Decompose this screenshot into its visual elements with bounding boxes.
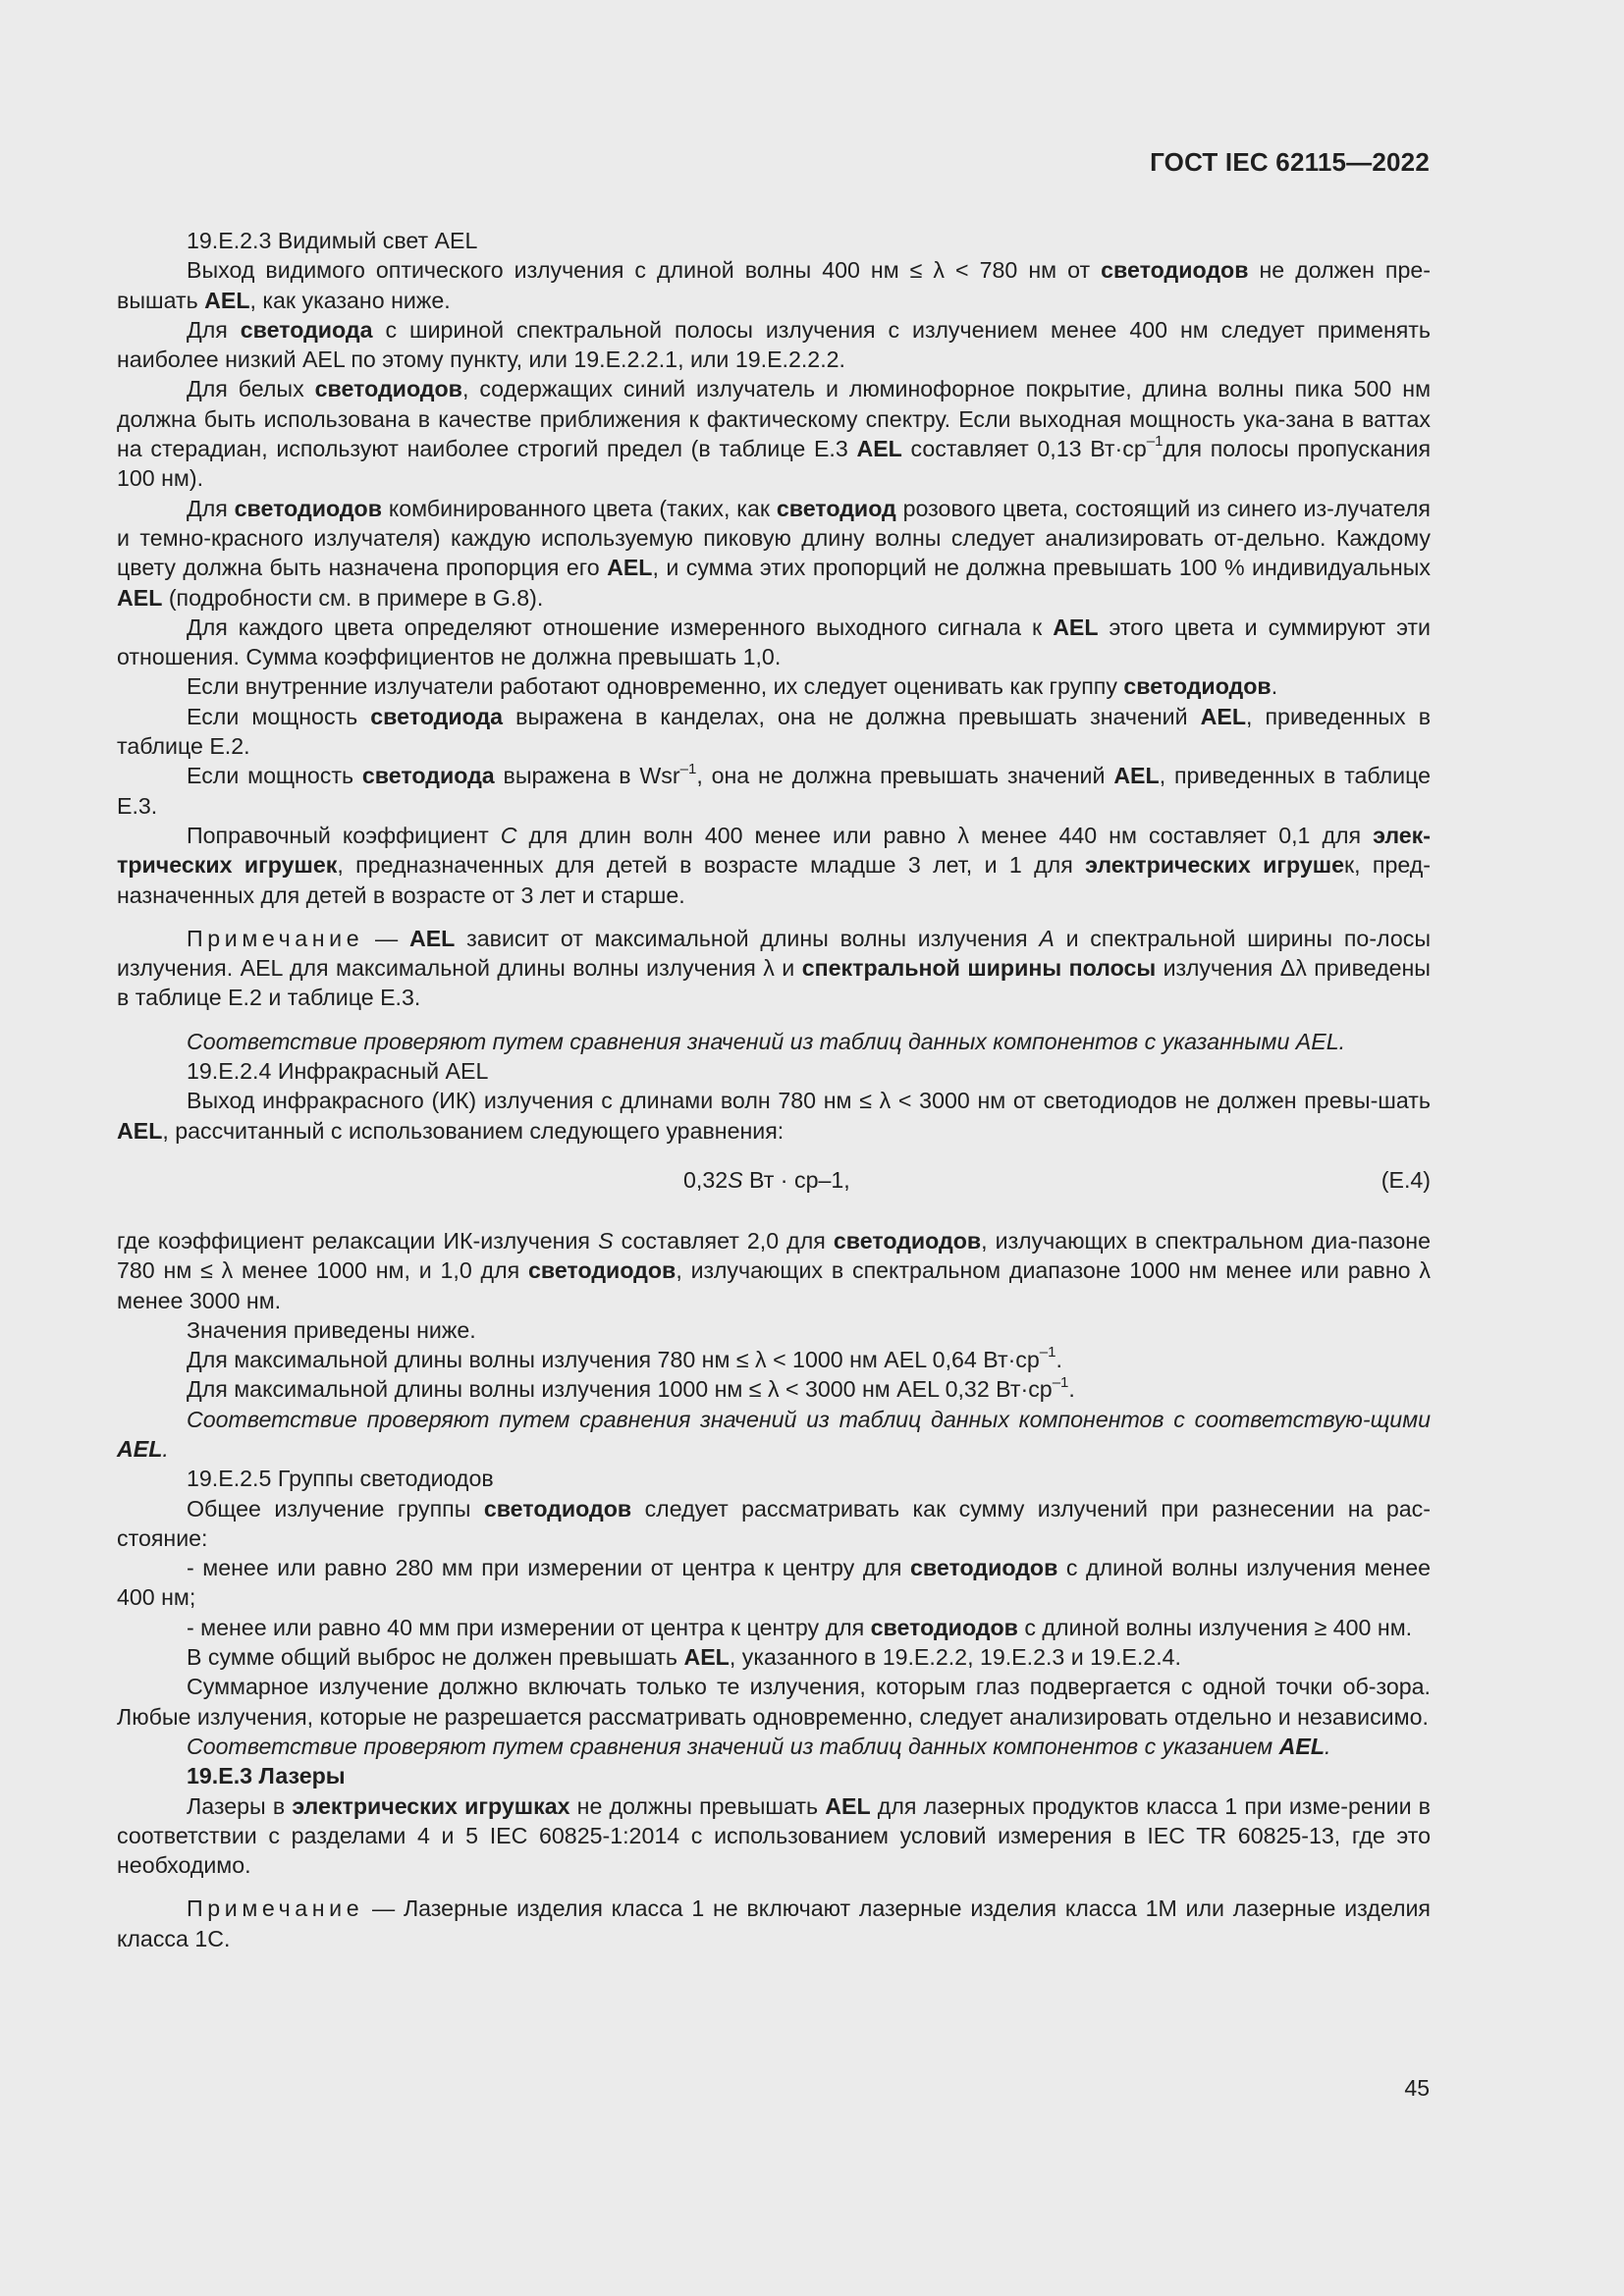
paragraph: Если мощность светодиода выражена в Wsr$^{-1}$, она не должна превышать значений AEL, приведенных в таблице E.3. bbox=[117, 760, 1432, 819]
equation-body: 0,32S Вт · ср–1, bbox=[683, 1166, 850, 1193]
equation-number: (E.4) bbox=[1380, 1166, 1431, 1193]
paragraph: Лазеры в электрических игрушках не должны превышать AEL для лазерных продуктов класса 1 при изме-рении в соответствии с разделами 4 и 5 IEC 60825-1:2014 с использованием условий измерения в IEC TR 60825-13, где это необходимо. bbox=[117, 1792, 1431, 1879]
section-heading: 19.E.3 Лазеры bbox=[187, 1763, 346, 1789]
paragraph: Если внутренние излучатели работают одновременно, их следует оценивать как группу светодиодов. bbox=[187, 673, 1278, 700]
paragraph: Суммарное излучение должно включать только те излучения, которым глаз подвергается с одной точки об-зора. Любые излучения, которые не разрешается рассматривать одновременно, следует анализировать отдельно и независимо. bbox=[117, 1674, 1431, 1730]
list-item: - менее или равно 280 мм при измерении от центра к центру для светодиодов с длиной волны излучения менее 400 нм; bbox=[117, 1555, 1431, 1611]
paragraph: Для максимальной длины волны излучения 1000 нм ≤ λ < 3000 нм AEL 0,32 $Вт\cdot ср^{-1}$. bbox=[187, 1373, 1075, 1403]
paragraph: где коэффициент релаксации ИК-излучения S составляет 2,0 для светодиодов, излучающих в спектральном диа-пазоне 780 нм ≤ λ менее 1000 нм, и 1,0 для светодиодов, излучающих в спектральном диапазоне 1000 нм менее или равно λ менее 3000 нм. bbox=[117, 1227, 1431, 1313]
paragraph: Поправочный коэффициент C для длин волн 400 менее или равно λ менее 440 нм составляет 0,1 для элек-трических игрушек, предназначенных для детей в возрасте младше 3 лет, и 1 для электрических игрушек, пред-назначенных для детей в возрасте от 3 лет и старше. bbox=[117, 822, 1431, 908]
paragraph: Общее излучение группы светодиодов следует рассматривать как сумму излучений при разнесении на рас-стояние: bbox=[117, 1495, 1431, 1551]
paragraph: Для белых светодиодов, содержащих синий излучатель и люминофорное покрытие, длина волны пика 500 нм должна быть использована в качестве приближения к фактическому спектру. Если выходная мощность ука-зана в ваттах на стерадиан, используют наиболее строгий предел (в таблице E.3 AEL составляет 0,13 $Вт\cdot ср^{-1}для$ полосы пропускания 100 нм). bbox=[117, 376, 1432, 492]
section-heading: 19.E.2.4 Инфракрасный AEL bbox=[187, 1058, 489, 1085]
section-heading: 19.E.2.3 Видимый свет AEL bbox=[187, 228, 478, 253]
note: Примечание — AEL зависит от максимальной длины волны излучения A и спектральной ширины по-лосы излучения. AEL для максимальной длины волны излучения λ и спектральной ширины полосы излучения Δλ приведены в таблице E.2 и таблице E.3. bbox=[117, 925, 1431, 1011]
paragraph: Для каждого цвета определяют отношение измеренного выходного сигнала к AEL этого цвета и суммируют эти отношения. Сумма коэффициентов не должна превышать 1,0. bbox=[117, 614, 1431, 670]
compliance-statement: Соответствие проверяют путем сравнения значений из таблиц данных компонентов с указанными AEL. bbox=[187, 1028, 1346, 1054]
document-header: ГОСТ IEC 62115—2022 bbox=[1150, 147, 1430, 177]
note: Примечание — Лазерные изделия класса 1 не включают лазерные изделия класса 1М или лазерные изделия класса 1С. bbox=[117, 1896, 1431, 1951]
paragraph: Для максимальной длины волны излучения 780 нм ≤ λ < 1000 нм AEL 0,64 $Вт\cdot ср^{-1}$. bbox=[187, 1344, 1062, 1373]
paragraph: Если мощность светодиода выражена в канделах, она не должна превышать значений AEL, приведенных в таблице E.2. bbox=[117, 703, 1432, 760]
section-heading: 19.E.2.5 Группы светодиодов bbox=[187, 1466, 494, 1492]
paragraph: Для светодиода с шириной спектральной полосы излучения с излучением менее 400 нм следует применять наиболее низкий AEL по этому пункту, или 19.E.2.2.1, или 19.E.2.2.2. bbox=[117, 316, 1432, 373]
paragraph: Выход инфракрасного (ИК) излучения с длинами волн 780 нм ≤ λ < 3000 нм от светодиодов не должен превы-шать AEL, рассчитанный с использованием следующего уравнения: bbox=[117, 1088, 1431, 1144]
paragraph: Для светодиодов комбинированного цвета (таких, как светодиод розового цвета, состоящий из синего из-лучателя и темно-красного излучателя) каждую используемую пиковую длину волны следует анализировать от-дельно. Каждому цвету должна быть назначена пропорция его AEL, и сумма этих пропорций не должна превышать 100 % индивидуальных AEL (подробности см. в примере в G.8). bbox=[117, 495, 1431, 611]
list-item: - менее или равно 40 мм при измерении от центра к центру для светодиодов с длиной волны излучения ≥ 400 нм. bbox=[187, 1614, 1413, 1640]
compliance-statement: Соответствие проверяют путем сравнения значений из таблиц данных компонентов с соответствую-щими AEL. bbox=[117, 1406, 1431, 1462]
page-number: 45 bbox=[1404, 2075, 1430, 2101]
paragraph: Значения приведены ниже. bbox=[187, 1316, 476, 1343]
paragraph: Выход видимого оптического излучения с длиной волны 400 нм ≤ λ < 780 нм от светодиодов не должен пре-вышать AEL, как указано ниже. bbox=[117, 257, 1431, 313]
document-body bbox=[117, 226, 1431, 1967]
paragraph: В сумме общий выброс не должен превышать AEL, указанного в 19.E.2.2, 19.E.2.3 и 19.E.2.4. bbox=[187, 1644, 1181, 1671]
compliance-statement: Соответствие проверяют путем сравнения значений из таблиц данных компонентов с указанием AEL. bbox=[187, 1733, 1331, 1759]
equation bbox=[117, 1165, 1431, 1195]
